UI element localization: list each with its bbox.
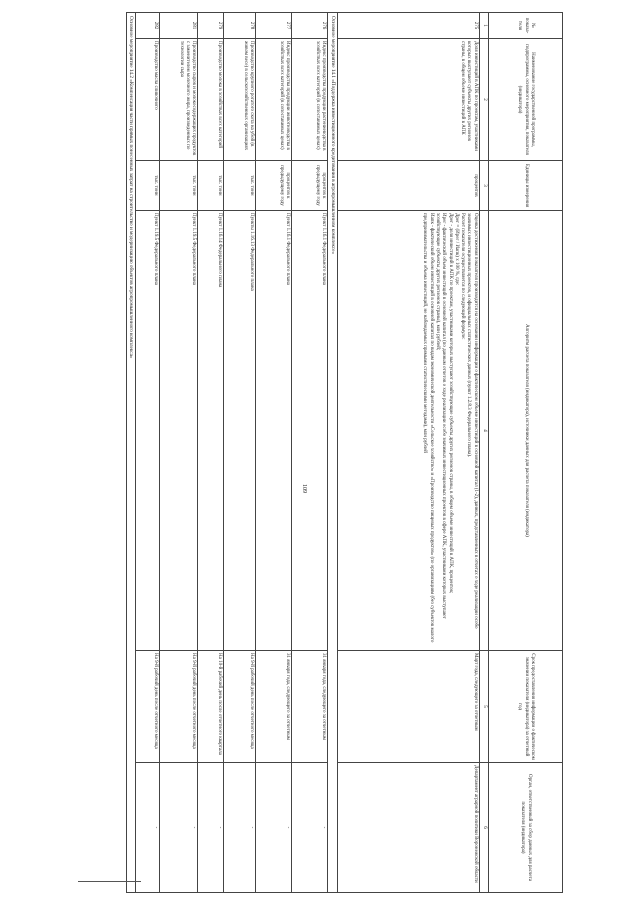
deadline: Март года, следующего за отчетным: [337, 651, 479, 763]
column-number-row: [479, 13, 488, 893]
algorithm-cell: Пункты 1.16.13 Федерального плана: [224, 211, 256, 651]
unit: процентов к предыдущему году: [292, 161, 328, 211]
indicator-name: Индекс производства продукции животноводства в хозяйствах всех категорий (в сопоставимых ценах): [256, 39, 292, 161]
deadline: На 9-й рабочий день после отчетного месяца: [160, 651, 198, 763]
section-row: [127, 13, 136, 893]
column-number: 6: [479, 763, 488, 893]
algorithm-cell: Пункт 1.16.1 Федерального плана: [256, 211, 292, 651]
indicator-name: Производство крупного рогатого скота на убой (в живом весе) в сельскохозяйственных организациях: [224, 39, 256, 161]
indicator-table: [126, 12, 563, 893]
responsible-body: -: [224, 763, 256, 893]
column-number: 3: [479, 161, 488, 211]
indicator-name: Индекс производства продукции растениеводства в хозяйствах всех категорий (в сопоставимых ценах): [292, 39, 328, 161]
table-row: [337, 13, 479, 893]
algorithm-cell: Пункт 1.16.14 Федерального плана: [198, 211, 224, 651]
table-row: [136, 13, 160, 893]
header-name: Наименование государственной программы, подпрограммы, основного мероприятия, показателя (индикатора): [489, 39, 563, 161]
table-row: [160, 13, 198, 893]
indicator-name: Производство сыров и молокосодержащих продуктов с заменителем молочного жира, произведенных по технологии сыра: [160, 39, 198, 161]
algorithm-paragraph: Оценка достижения показателя производится на основании информации о фактическом объеме инвестиций в основной капитал (1-2), данных, представленных в отчетах о ходе реализации особо значимых инвестиционных проектов, и официальных статистических данных (пункт 1.2.8.3 Федерального плана).: [466, 213, 478, 629]
footer-rule: [78, 881, 141, 882]
responsible-body: Департамент аграрной политики Воронежской области: [337, 763, 479, 893]
column-number: 5: [479, 651, 488, 763]
header-number: № показа-теля: [489, 13, 563, 39]
responsible-body: -: [256, 763, 292, 893]
row-number: 282: [136, 13, 160, 39]
unit: тыс. тонн: [136, 161, 160, 211]
unit: тыс. тонн: [198, 161, 224, 211]
page-number: 109: [301, 484, 307, 493]
row-number: 277: [256, 13, 292, 39]
unit: тыс. тонн: [224, 161, 256, 211]
algorithm-cell: [337, 211, 479, 651]
indicator-name: Доля инвестиций в АПК по проектам, участниками которых выступают субъекты других регионов страны, в общем объеме инвестиций в АПК: [337, 39, 479, 161]
algorithm-paragraph: Иапк - фактический объем инвестиций в основной капитал по видам экономической деятельности «Сельское хозяйство» и «Производство пищевых продуктов» (по организациям (без субъектов малого предпринимательства и объема инвестиций, не наблюдаемых прямыми статистическими методами), млн рублей: [422, 213, 434, 643]
responsible-body: -: [292, 763, 328, 893]
header-deadline: Срок предоставления информации о фактическом значении показателя (индикатора) за отчетный год: [489, 651, 563, 763]
row-number: 276: [292, 13, 328, 39]
section-title: Основное мероприятие 14.2 «Компенсация части прямых понесенных затрат на строительство и модернизацию объектов агропромышленного комплекса»: [127, 13, 136, 893]
deadline: 31 января года, следующего за отчетным: [256, 651, 292, 763]
deadline: 31 января года, следующего за отчетным: [292, 651, 328, 763]
algorithm-paragraph: Расчет показателя осуществляется по следующей формуле:: [460, 213, 466, 340]
row-number: 278: [224, 13, 256, 39]
row-number: 275: [337, 13, 479, 39]
column-number: 1: [479, 13, 488, 39]
deadline: На 10-й рабочий день после отчетного квартала: [198, 651, 224, 763]
row-number: 279: [198, 13, 224, 39]
responsible-body: -: [160, 763, 198, 893]
landscape-table-container: [73, 12, 563, 892]
algorithm-cell: Пункт 1.16.1 Федерального плана: [292, 211, 328, 651]
row-number: 281: [160, 13, 198, 39]
header-algorithm: Алгоритм расчета показателя (индикатора), источники данных для расчета показателя (индикатора): [489, 211, 563, 651]
table-row: [198, 13, 224, 893]
table-row: [292, 13, 328, 893]
unit: процентов: [337, 161, 479, 211]
indicator-name: Производство масла сливочного: [136, 39, 160, 161]
algorithm-cell: Пункт 1.19.5 Федерального плана: [160, 211, 198, 651]
algorithm-paragraph: Ирег - фактический объем инвестиций в основной капитал (по данным отчетов о ходе реализации особо значимых инвестиционных проектов в сфере АПК, участниками которых выступают хозяйствующие субъекты других регионов страны), млн рублей;: [434, 213, 447, 619]
algorithm-cell: Пункт 1.19.5 Федерального плана: [136, 211, 160, 651]
deadline: На 9-й рабочий день после отчетного месяца: [224, 651, 256, 763]
deadline: На 9-й рабочий день после отчетного месяца: [136, 651, 160, 763]
section-row: [328, 13, 337, 893]
unit: тыс. тонн: [160, 161, 198, 211]
column-number: 2: [479, 39, 488, 161]
section-title: Основное мероприятие 14.1 «Поддержка инвестиционного кредитования в агропромышленном комплексе»: [328, 13, 337, 893]
responsible-body: -: [136, 763, 160, 893]
indicator-name: Производство молока в хозяйствах всех категорий: [198, 39, 224, 161]
header-responsible: Орган, ответственный за сбор данных для расчета показателя (индикатора): [489, 763, 563, 893]
algorithm-paragraph: Дрег - доля инвестиций в АПК по проектам, участниками которых выступают хозяйствующие субъекты других регионов страны, в общем объеме инвестиций в АПК, процентов;: [447, 213, 453, 594]
algorithm-paragraph: Дрег = (Ирег / Иапк) х 100 %, где:: [453, 213, 459, 286]
responsible-body: -: [198, 763, 224, 893]
table-header-row: [489, 13, 563, 893]
column-number: 4: [479, 211, 488, 651]
table-row: [224, 13, 256, 893]
unit: процентов к предыдущему году: [256, 161, 292, 211]
table-row: [256, 13, 292, 893]
header-unit: Единицы измерения: [489, 161, 563, 211]
